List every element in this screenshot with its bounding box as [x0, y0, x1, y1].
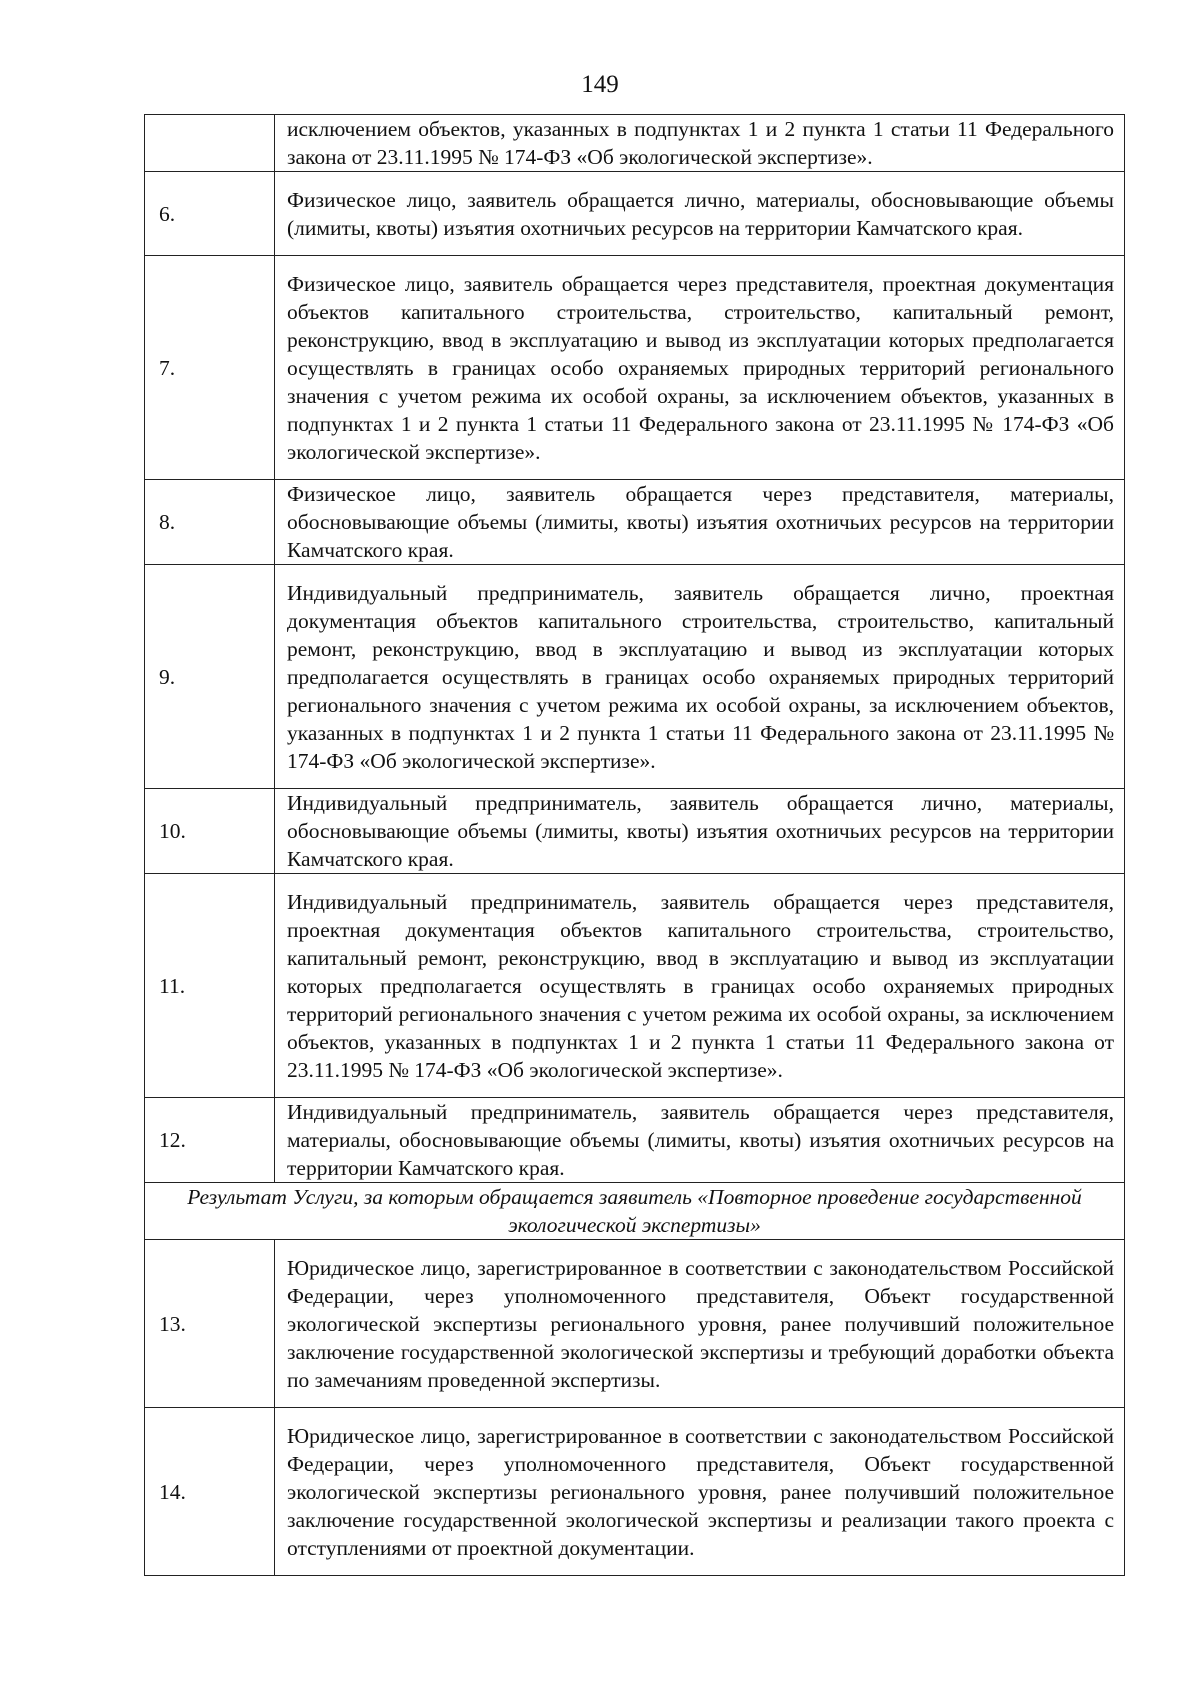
table-row: [145, 565, 1125, 789]
table-row: [145, 789, 1125, 874]
row-text: Физическое лицо, заявитель обращается через представителя, проектная документация объектов капитального строительства, строительство, капитальный ремонт, реконструкцию, ввод в эксплуатацию и вывод из эксплуатации которых предполагается осуществлять в границах особо охраняемых природных территорий регионального значения с учетом режима их особой охраны, за исключением объектов, указанных в подпунктах 1 и 2 пункта 1 статьи 11 Федерального закона от 23.11.1995 № 174-ФЗ «Об экологической экспертизе».: [275, 256, 1125, 480]
section-header-row: [145, 1183, 1125, 1240]
row-number: 13.: [145, 1240, 275, 1408]
page-number: 149: [581, 71, 619, 98]
table-row: [145, 480, 1125, 565]
row-number: 6.: [145, 172, 275, 256]
row-text: Индивидуальный предприниматель, заявитель обращается через представителя, проектная документация объектов капитального строительства, строительство, капитальный ремонт, реконструкцию, ввод в эксплуатацию и вывод из эксплуатации которых предполагается осуществлять в границах особо охраняемых природных территорий регионального значения с учетом режима их особой охраны, за исключением объектов, указанных в подпунктах 1 и 2 пункта 1 статьи 11 Федерального закона от 23.11.1995 № 174-ФЗ «Об экологической экспертизе».: [275, 874, 1125, 1098]
row-text: Юридическое лицо, зарегистрированное в соответствии с законодательством Российской Федерации, через уполномоченного представителя, Объект государственной экологической экспертизы регионального уровня, ранее получивший положительное заключение государственной экологической экспертизы и требующий доработки объекта по замечаниям проведенной экспертизы.: [275, 1240, 1125, 1408]
row-number: [145, 115, 275, 172]
row-text: Физическое лицо, заявитель обращается через представителя, материалы, обосновывающие объемы (лимиты, квоты) изъятия охотничьих ресурсов на территории Камчатского края.: [275, 480, 1125, 565]
row-number: 8.: [145, 480, 275, 565]
table-row: [145, 1098, 1125, 1183]
row-text: Индивидуальный предприниматель, заявитель обращается лично, проектная документация объектов капитального строительства, строительство, капитальный ремонт, реконструкцию, ввод в эксплуатацию и вывод из эксплуатации которых предполагается осуществлять в границах особо охраняемых природных территорий регионального значения с учетом режима их особой охраны, за исключением объектов, указанных в подпунктах 1 и 2 пункта 1 статьи 11 Федерального закона от 23.11.1995 № 174-ФЗ «Об экологической экспертизе».: [275, 565, 1125, 789]
row-number: 7.: [145, 256, 275, 480]
row-text: Физическое лицо, заявитель обращается лично, материалы, обосновывающие объемы (лимиты, квоты) изъятия охотничьих ресурсов на территории Камчатского края.: [275, 172, 1125, 256]
row-text: исключением объектов, указанных в подпунктах 1 и 2 пункта 1 статьи 11 Федерального закона от 23.11.1995 № 174-ФЗ «Об экологической экспертизе».: [275, 115, 1125, 172]
applicant-variants-table: [144, 114, 1125, 1576]
row-number: 9.: [145, 565, 275, 789]
table-row: [145, 115, 1125, 172]
table-row: [145, 1240, 1125, 1408]
table-row: [145, 172, 1125, 256]
table-row: [145, 256, 1125, 480]
row-number: 11.: [145, 874, 275, 1098]
row-number: 10.: [145, 789, 275, 874]
row-number: 12.: [145, 1098, 275, 1183]
section-title: Результат Услуги, за которым обращается заявитель «Повторное проведение государственной экологической экспертизы»: [145, 1183, 1125, 1240]
table-row: [145, 1408, 1125, 1576]
row-text: Индивидуальный предприниматель, заявитель обращается через представителя, материалы, обосновывающие объемы (лимиты, квоты) изъятия охотничьих ресурсов на территории Камчатского края.: [275, 1098, 1125, 1183]
table-row: [145, 874, 1125, 1098]
row-number: 14.: [145, 1408, 275, 1576]
row-text: Индивидуальный предприниматель, заявитель обращается лично, материалы, обосновывающие объемы (лимиты, квоты) изъятия охотничьих ресурсов на территории Камчатского края.: [275, 789, 1125, 874]
row-text: Юридическое лицо, зарегистрированное в соответствии с законодательством Российской Федерации, через уполномоченного представителя, Объект государственной экологической экспертизы регионального уровня, ранее получивший положительное заключение государственной экологической экспертизы и реализации такого проекта с отступлениями от проектной документации.: [275, 1408, 1125, 1576]
